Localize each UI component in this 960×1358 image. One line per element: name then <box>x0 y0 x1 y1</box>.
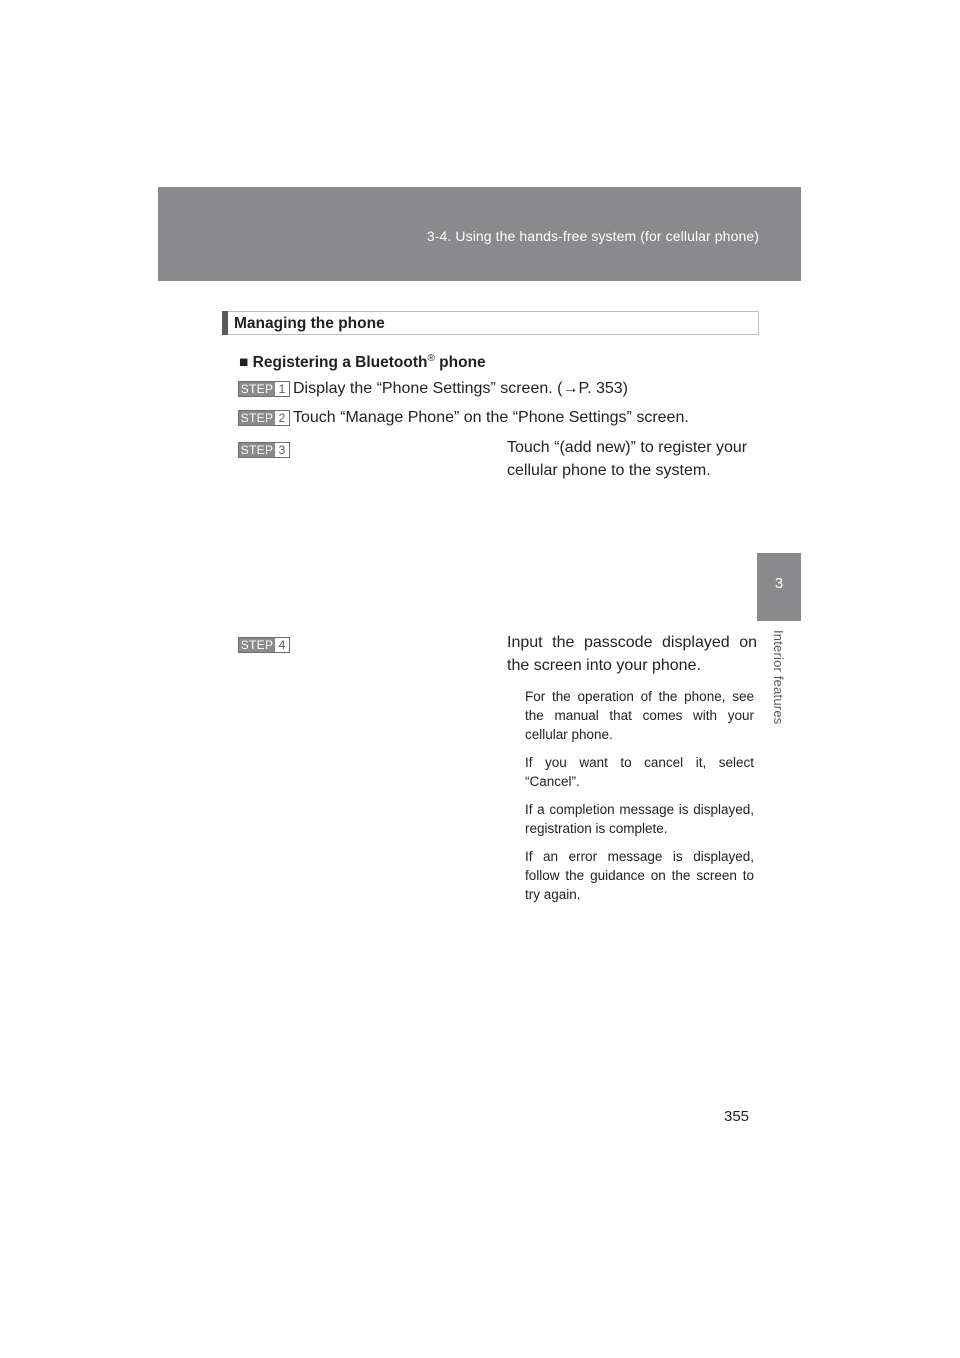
chapter-header-band <box>158 187 801 281</box>
note-2: If you want to cancel it, select “Cancel”. <box>525 755 754 789</box>
page-number: 355 <box>724 1108 750 1125</box>
registered-mark: ® <box>427 353 435 364</box>
step-badge-2 <box>238 410 290 426</box>
step-badge-1 <box>238 381 290 397</box>
step-word: STEP <box>240 443 274 457</box>
note-1: For the operation of the phone, see the manual that comes with your cellular phone. <box>525 689 754 742</box>
step-4-line-1: Input the passcode displayed on <box>507 634 757 651</box>
step-number: 4 <box>278 638 286 652</box>
step-number: 3 <box>278 443 286 457</box>
section-title: Managing the phone <box>234 315 385 332</box>
subheading <box>239 353 486 372</box>
step-word: STEP <box>240 382 274 396</box>
chapter-tab-number: 3 <box>774 575 784 592</box>
step-word: STEP <box>240 411 274 425</box>
subheading-suffix: phone <box>434 354 486 372</box>
section-marker <box>222 311 228 335</box>
note-4: If an error message is displayed, follow the guidance on the screen to try again. <box>525 849 754 902</box>
step-1-text: Display the “Phone Settings” screen. (→P. 353) <box>293 380 628 397</box>
step-number: 2 <box>278 411 286 425</box>
step-3-line-2: cellular phone to the system. <box>507 462 711 479</box>
step-4-line-2: the screen into your phone. <box>507 657 701 674</box>
section-heading-bar <box>222 311 759 335</box>
step-number: 1 <box>278 382 286 396</box>
step-word: STEP <box>240 638 274 652</box>
step-3-line-1: Touch “(add new)” to register your <box>507 439 748 456</box>
step-3-text <box>507 436 757 482</box>
chapter-tab-label: Interior features <box>771 630 786 725</box>
step-2-text: Touch “Manage Phone” on the “Phone Settings” screen. <box>293 409 689 426</box>
step-badge-4 <box>238 637 290 653</box>
step-badge-3 <box>238 442 290 458</box>
chapter-tab <box>757 553 801 621</box>
step-4-text <box>507 631 757 677</box>
chapter-title: 3-4. Using the hands-free system (for cellular phone) <box>426 228 759 244</box>
note-3: If a completion message is displayed, registration is complete. <box>525 802 754 836</box>
subheading-prefix: ■ Registering a Bluetooth <box>239 354 428 372</box>
